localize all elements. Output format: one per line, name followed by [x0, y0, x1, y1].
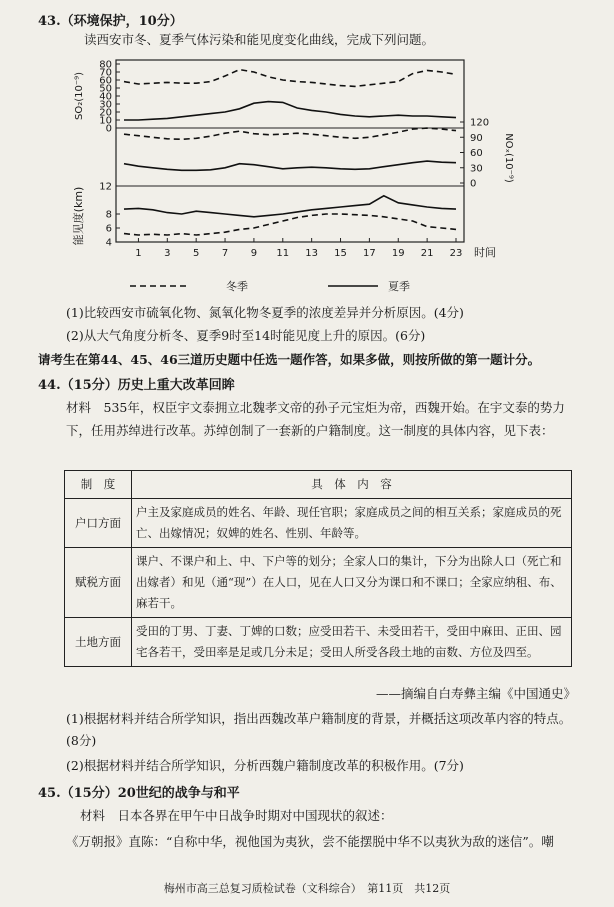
x-tick-label: 13	[305, 248, 319, 259]
row-category: 户口方面	[65, 499, 132, 548]
table-head-system: 制 度	[65, 471, 132, 499]
table-head-content: 具 体 内 容	[132, 471, 572, 499]
so2-tick-label: 0	[105, 123, 112, 135]
row-category: 赋税方面	[65, 548, 132, 618]
series-line-0-winter	[124, 70, 456, 87]
x-tick-label: 15	[334, 248, 347, 259]
nox-tick-label: 60	[470, 148, 483, 159]
visibility-tick-label: 12	[99, 181, 112, 193]
legend-summer-label: 夏季	[388, 280, 410, 293]
table-row	[65, 548, 572, 618]
q43-intro: 读西安市冬、夏季气体污染和能见度变化曲线，完成下列问题。	[84, 32, 435, 47]
q44-sub2: (2)根据材料并结合所学知识，分析西魏户籍制度改革的积极作用。(7分)	[66, 758, 464, 773]
q43-sub2: (2)从大气角度分析冬、夏季9时至14时能见度上升的原因。(6分)	[66, 328, 426, 343]
household-reform-table	[64, 470, 572, 667]
row-content: 户主及家庭成员的姓名、年龄、现任官职；家庭成员之间的相互关系；家庭成员的死亡、出嫁情况；奴婢的姓名、性别、年龄等。	[132, 499, 572, 548]
so2-tick-label: 50	[99, 83, 112, 95]
x-tick-label: 3	[164, 248, 171, 259]
nox-tick-label: 0	[470, 178, 477, 190]
series-line-2-winter	[124, 214, 456, 235]
series-line-1-winter	[124, 128, 456, 139]
q45-material: 材料 日本各界在甲午中日战争时期对中国现状的叙述：	[80, 808, 393, 823]
series-line-1-summer	[124, 161, 456, 170]
table-row	[65, 499, 572, 548]
q43-sub1: (1)比较西安市硫氧化物、氮氧化物冬夏季的浓度差异并分析原因。(4分)	[66, 305, 464, 320]
nox-tick-label: 120	[470, 117, 490, 129]
nox-tick-label: 30	[470, 163, 483, 175]
row-content: 课户、不课户和上、中、下户等的划分；全家人口的集计，下分为出除人口（死亡和出嫁者）和见（通“现”）在人口，见在人口又分为课口和不课口；全家应纳租、布、麻若干。	[132, 548, 572, 618]
so2-tick-label: 20	[99, 107, 112, 119]
visibility-tick-label: 6	[105, 223, 112, 235]
so2-tick-label: 30	[99, 99, 112, 111]
q45-quote: 《万朝报》直陈：“自称中华，视他国为夷狄，尝不能摆脱中华不以夷狄为敌的迷信”。嘲	[66, 834, 554, 849]
page-footer: 梅州市高三总复习质检试卷（文科综合） 第11页 共12页	[163, 882, 451, 895]
visibility-tick-label: 8	[105, 209, 112, 221]
x-axis-label: 时间	[474, 246, 496, 259]
x-tick-label: 7	[221, 248, 229, 259]
x-tick-label: 1	[135, 248, 142, 259]
table-header-row	[65, 471, 572, 499]
x-tick-label: 5	[192, 248, 200, 259]
q43-number: 43.（环境保护，10分）	[38, 14, 183, 29]
so2-tick-label: 60	[99, 75, 112, 87]
x-tick-label: 19	[391, 248, 405, 259]
q44-number: 44.（15分）历史上重大改革回眸	[38, 378, 235, 393]
legend-winter-label: 冬季	[226, 280, 248, 293]
material-source: ——摘编自白寿彝主编《中国通史》	[375, 686, 576, 701]
row-content: 受田的丁男、丁妻、丁婢的口数；应受田若干、未受田若干，受田中麻田、正田、园宅各若干，受田率是足或几分未足；受田人所受各段土地的亩数、方位及四至。	[132, 618, 572, 667]
q44-material: 材料 535年，权臣宇文泰拥立北魏孝文帝的孙子元宝炬为帝，西魏开始。在宇文泰的势力下，任用苏绰进行改革。苏绰创制了一套新的户籍制度。这一制度的具体内容，见下表：	[66, 400, 565, 438]
series-line-2-summer	[124, 196, 456, 217]
row-category: 土地方面	[65, 618, 132, 667]
x-tick-label: 23	[449, 248, 463, 259]
so2-tick-label: 10	[99, 115, 112, 127]
x-tick-label: 21	[420, 248, 434, 259]
pollution-visibility-chart	[60, 58, 520, 298]
nox-axis-label: NOₓ(10⁻⁹)	[503, 133, 514, 183]
so2-tick-label: 80	[99, 59, 112, 71]
q44-sub1: (1)根据材料并结合所学知识，指出西魏改革户籍制度的背景，并概括这项改革内容的特点。(8分)	[66, 711, 572, 748]
visibility-axis-label: 能见度(km)	[72, 186, 85, 246]
series-line-0-summer	[124, 102, 456, 120]
so2-tick-label: 70	[99, 67, 112, 79]
x-tick-label: 11	[276, 248, 290, 259]
chart-frame	[116, 60, 464, 242]
so2-axis-label: SO₂(10⁻⁹)	[74, 71, 85, 121]
history-choice-note: 请考生在第44、45、46三道历史题中任选一题作答，如果多做，则按所做的第一题计分。	[38, 352, 541, 367]
nox-tick-label: 90	[470, 132, 483, 144]
visibility-tick-label: 4	[105, 237, 112, 249]
x-tick-label: 9	[250, 248, 258, 259]
table-row	[65, 618, 572, 667]
x-tick-label: 17	[363, 248, 376, 259]
q45-number: 45.（15分）20世纪的战争与和平	[38, 786, 240, 801]
so2-tick-label: 40	[99, 91, 112, 103]
